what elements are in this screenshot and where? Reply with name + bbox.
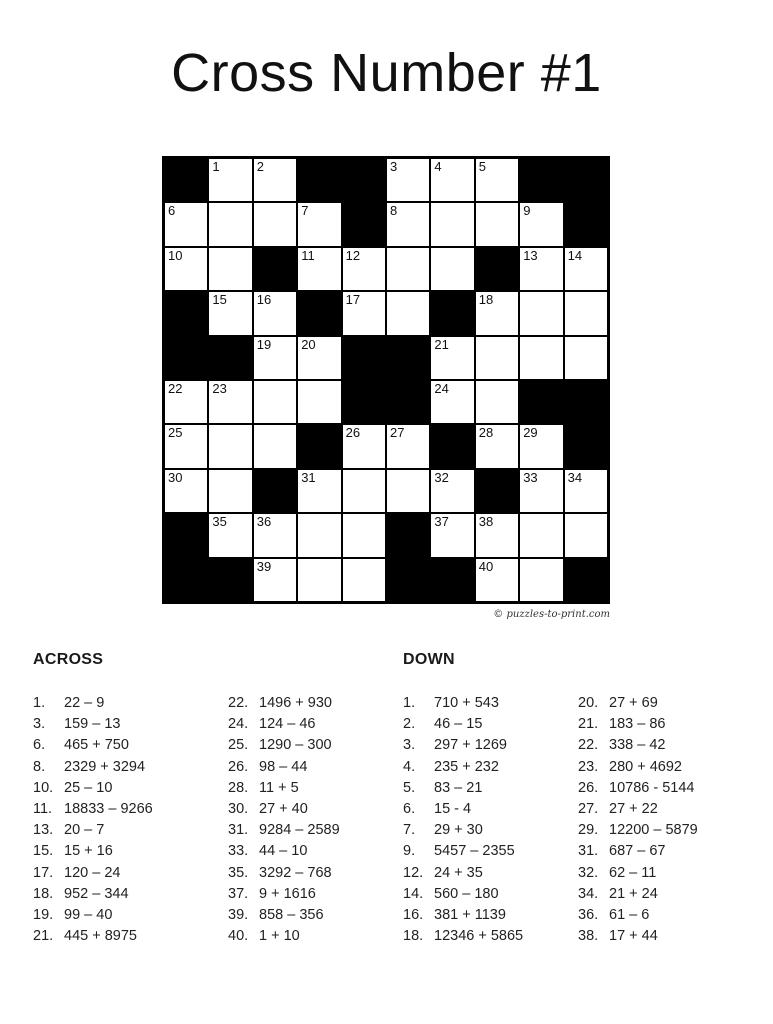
cell-number: 40 [478,558,494,574]
clue-text: 297 + 1269 [434,737,507,754]
grid-cell [209,248,251,290]
cell-number: 12 [345,247,361,263]
clue-number: 29. [578,822,599,839]
clue-item [33,799,153,820]
grid-cell [209,514,251,556]
clue-number: 31. [578,843,599,860]
grid-cell-black [343,203,385,245]
grid-cell [254,559,296,601]
grid-cell-black [520,159,562,201]
clue-text: 687 – 67 [609,843,666,860]
grid-cell [520,203,562,245]
grid-cell-black [565,425,607,467]
cell-number: 14 [567,247,583,263]
cell-number: 30 [168,469,183,485]
clue-item [33,926,153,947]
grid-cell [431,337,473,379]
grid-cell [387,470,429,512]
clue-number: 3. [403,737,416,754]
grid-cell-black [387,381,429,423]
clue-number: 13. [33,822,54,839]
grid-cell [476,159,518,201]
grid-cell-black [565,559,607,601]
grid-cell-black [476,248,518,290]
clue-number: 39. [228,906,249,923]
clue-text: 2329 + 3294 [64,758,146,775]
clue-text: 1 + 10 [259,928,300,945]
grid-cell [565,470,607,512]
grid-cell [520,559,562,601]
cell-number: 38 [478,514,494,530]
grid-cell-black [165,292,207,334]
down-clues-col2 [578,693,698,947]
clue-text: 120 – 24 [64,864,121,881]
grid-cell [254,425,296,467]
clue-item [403,841,523,862]
clue-text: 710 + 543 [434,695,499,711]
clue-item [403,735,523,756]
clue-item [403,799,523,820]
cell-number: 21 [434,336,449,352]
grid-cell-black [165,514,207,556]
grid-cell [254,337,296,379]
cell-number: 25 [168,425,183,441]
clue-number: 27. [578,800,599,817]
grid-cell-black [343,159,385,201]
grid-cell [431,248,473,290]
cell-number: 35 [212,514,227,530]
clue-item [578,841,698,862]
cell-number: 24 [434,381,449,396]
clue-text: 98 – 44 [259,758,308,775]
across-clues-col1 [33,693,153,947]
clue-text: 24 + 35 [434,864,483,881]
clue-text: 235 + 232 [434,758,499,775]
clue-item [33,820,153,841]
clue-item [33,884,153,905]
grid-cell [565,514,607,556]
grid-cell [254,159,296,201]
grid-cell [298,559,340,601]
grid-cell [254,292,296,334]
clue-number: 34. [578,885,599,902]
clue-item [578,820,698,841]
clue-item [228,841,340,862]
grid-cell [387,159,429,201]
grid-cell [298,514,340,556]
grid-cell [476,425,518,467]
clue-number: 6. [33,737,46,754]
clue-number: 33. [228,843,249,860]
clue-item [228,693,340,714]
grid-cell [520,292,562,334]
clue-item [403,905,523,926]
clue-number: 35. [228,864,249,881]
clue-item [578,863,698,884]
cell-number: 34 [567,469,583,485]
clue-item [578,735,698,756]
clue-text: 10786 - 5144 [609,779,695,796]
clue-text: 21 + 24 [609,885,658,902]
cell-number: 5 [478,159,487,174]
grid-cell [209,159,251,201]
clue-number: 15. [33,843,54,860]
clue-item [578,926,698,947]
clue-number: 16. [403,906,424,923]
grid-cell [165,425,207,467]
grid-cell-black [254,470,296,512]
grid-cell [343,292,385,334]
clue-text: 46 – 15 [434,716,483,733]
grid-cell-black [165,159,207,201]
clue-item [403,820,523,841]
grid-cell [520,470,562,512]
grid-cell [565,292,607,334]
cell-number: 7 [301,203,309,219]
grid-cell [343,425,385,467]
grid-cell-black [165,559,207,601]
clue-number: 6. [403,800,416,817]
down-header: DOWN [403,651,455,668]
grid-cell-black [298,292,340,334]
cell-number: 31 [301,469,316,485]
clue-text: 27 + 69 [609,695,658,711]
clue-item [578,693,698,714]
clue-text: 15 + 16 [64,843,113,860]
clue-text: 12346 + 5865 [434,928,524,945]
clue-number: 21. [33,928,54,945]
clue-text: 22 – 9 [64,695,105,711]
cell-number: 4 [434,159,442,174]
clue-number: 32. [578,864,599,881]
cell-number: 29 [523,425,538,441]
clue-item [578,905,698,926]
clue-text: 27 + 22 [609,800,658,817]
cell-number: 3 [390,159,398,174]
grid-cell-black [298,425,340,467]
grid-cell [476,337,518,379]
cell-number: 2 [256,159,265,174]
clue-text: 17 + 44 [609,928,658,945]
clue-text: 858 – 356 [259,906,324,923]
grid-cell [298,248,340,290]
clue-item [228,884,340,905]
clue-item [33,863,153,884]
grid-cell [476,381,518,423]
cell-number: 18 [478,292,494,308]
cell-number: 6 [168,203,176,219]
cell-number: 8 [390,203,398,219]
clue-text: 1290 – 300 [259,737,332,754]
clue-text: 61 – 6 [609,906,650,923]
grid-cell-black [165,337,207,379]
clue-item [33,778,153,799]
clue-number: 24. [228,716,249,733]
clue-number: 2. [403,716,416,733]
grid-cell [343,514,385,556]
clue-text: 465 + 750 [64,737,129,754]
grid-cell [476,292,518,334]
grid-cell [209,292,251,334]
cell-number: 15 [212,292,227,308]
grid-cell [520,514,562,556]
clue-text: 83 – 21 [434,779,483,796]
clue-number: 3. [33,716,46,733]
clue-number: 17. [33,864,54,881]
grid-cell [476,203,518,245]
clue-number: 40. [228,928,249,945]
grid-cell [476,559,518,601]
clue-text: 3292 – 768 [259,864,332,881]
grid-cell [476,514,518,556]
clue-item [403,884,523,905]
clue-text: 952 – 344 [64,885,129,902]
clue-text: 12200 – 5879 [609,822,698,839]
across-header: ACROSS [33,651,104,668]
grid-cell [520,248,562,290]
clue-item [228,905,340,926]
cell-number: 16 [256,292,272,308]
cell-number: 19 [256,336,272,352]
cell-number: 11 [301,247,315,263]
clue-number: 11. [33,800,53,817]
grid-cell-black [565,203,607,245]
clue-number: 38. [578,928,599,945]
clue-text: 15 - 4 [434,800,472,817]
grid-cell-black [520,381,562,423]
grid-cell [165,203,207,245]
clue-number: 25. [228,737,249,754]
cell-number: 37 [434,514,449,530]
clue-item [403,863,523,884]
clue-number: 8. [33,758,46,775]
clue-text: 280 + 4692 [609,758,682,775]
clue-number: 30. [228,800,249,817]
clue-item [403,693,523,714]
clue-item [228,714,340,735]
grid-cell [254,203,296,245]
clue-item [228,863,340,884]
cell-number: 1 [212,159,220,174]
clue-number: 4. [403,758,416,775]
grid-cell [298,470,340,512]
grid-cell [431,159,473,201]
clue-text: 29 + 30 [434,822,483,839]
clue-item [228,820,340,841]
grid-cell-black [343,337,385,379]
clue-number: 9. [403,843,416,860]
grid-cell [431,381,473,423]
clue-item [578,714,698,735]
grid-cell [209,381,251,423]
grid-cell [343,248,385,290]
grid-cell [431,514,473,556]
clue-number: 26. [578,779,599,796]
clue-number: 37. [228,885,249,902]
grid-cell-black [387,559,429,601]
clue-item [403,926,523,947]
grid-cell [520,425,562,467]
clue-number: 18. [33,885,54,902]
grid-cell-black [565,381,607,423]
cell-number: 33 [523,469,538,485]
clue-number: 22. [578,737,599,754]
grid-cell [165,470,207,512]
clue-number: 36. [578,906,599,923]
grid-cell [209,203,251,245]
clue-number: 5. [403,779,416,796]
cell-number: 36 [256,514,272,530]
clue-text: 20 – 7 [64,822,105,839]
clue-item [33,735,153,756]
grid-cell [298,337,340,379]
clue-number: 10. [33,779,54,796]
clue-item [228,735,340,756]
across-clues-col2 [228,693,340,947]
grid-cell-black [387,337,429,379]
grid-cell [165,381,207,423]
grid-cell-black [476,470,518,512]
grid-cell [565,337,607,379]
clue-number: 22. [228,695,249,711]
cell-number: 20 [301,336,316,352]
grid-cell-black [431,425,473,467]
clue-item [228,926,340,947]
grid-cell-black [565,159,607,201]
cell-number: 27 [390,425,405,441]
grid-cell [387,248,429,290]
cell-number: 17 [345,292,361,308]
grid-cell-black [387,514,429,556]
grid-cell [387,203,429,245]
clue-number: 28. [228,779,249,796]
grid-cell [165,248,207,290]
grid-cell-black [343,381,385,423]
grid-cell [343,559,385,601]
clue-text: 1496 + 930 [259,695,332,711]
grid-cell [431,470,473,512]
clue-number: 21. [578,716,599,733]
grid-cell [254,514,296,556]
clue-text: 99 – 40 [64,906,113,923]
cell-number: 26 [345,425,361,441]
clue-item [33,757,153,778]
grid-cell [298,203,340,245]
grid-cell [298,381,340,423]
clue-item [578,884,698,905]
grid-cell [565,248,607,290]
grid-cell [387,292,429,334]
clue-number: 7. [403,822,416,839]
cell-number: 13 [523,247,538,263]
clue-item [578,799,698,820]
grid-cell [209,470,251,512]
clue-number: 26. [228,758,249,775]
clue-item [403,778,523,799]
clue-number: 18. [403,928,424,945]
clue-item [403,714,523,735]
clue-text: 381 + 1139 [434,906,506,923]
clue-number: 1. [403,695,416,711]
clue-number: 23. [578,758,599,775]
grid-cell-black [254,248,296,290]
clue-item [228,799,340,820]
clue-text: 62 – 11 [609,864,657,881]
copyright-text: © puzzles-to-print.com [493,609,610,620]
clue-number: 14. [403,885,424,902]
grid-cell [520,337,562,379]
clue-number: 1. [33,695,46,711]
clue-text: 159 – 13 [64,716,121,733]
cell-number: 23 [212,381,227,396]
clue-text: 9 + 1616 [259,885,316,902]
cell-number: 32 [434,469,449,485]
cell-number: 22 [168,381,183,396]
clue-text: 25 – 10 [64,779,113,796]
clue-item [228,757,340,778]
clue-item [33,693,153,714]
clue-text: 9284 – 2589 [259,822,340,839]
clue-item [33,714,153,735]
clue-text: 183 – 86 [609,716,666,733]
clue-number: 31. [228,822,249,839]
clue-text: 338 – 42 [609,737,666,754]
grid-cell [343,470,385,512]
grid-cell-black [298,159,340,201]
cell-number: 10 [168,247,183,263]
clue-number: 19. [33,906,54,923]
cell-number: 28 [478,425,494,441]
clue-number: 20. [578,695,599,711]
grid-cell-black [431,292,473,334]
clue-item [33,905,153,926]
cell-number: 39 [256,558,272,574]
grid-cell [431,203,473,245]
page-title: Cross Number #1 [171,43,602,103]
clue-item [578,757,698,778]
down-clues-col1 [403,693,523,947]
grid-cell-black [209,337,251,379]
clue-text: 44 – 10 [259,843,308,860]
clue-text: 124 – 46 [259,716,316,733]
grid-cell-black [209,559,251,601]
clue-text: 27 + 40 [259,800,308,817]
clue-number: 12. [403,864,424,881]
clue-item [403,757,523,778]
clue-item [578,778,698,799]
clue-text: 445 + 8975 [64,928,137,945]
grid-cell [209,425,251,467]
grid-cell [387,425,429,467]
crossnumber-grid [162,156,610,604]
grid-cell [254,381,296,423]
clue-text: 5457 – 2355 [434,843,515,860]
grid-cell-black [431,559,473,601]
clue-text: 560 – 180 [434,885,499,902]
clue-text: 11 + 5 [259,779,299,796]
cell-number: 9 [523,203,531,219]
clue-item [228,778,340,799]
clue-text: 18833 – 9266 [64,800,153,817]
clue-item [33,841,153,862]
